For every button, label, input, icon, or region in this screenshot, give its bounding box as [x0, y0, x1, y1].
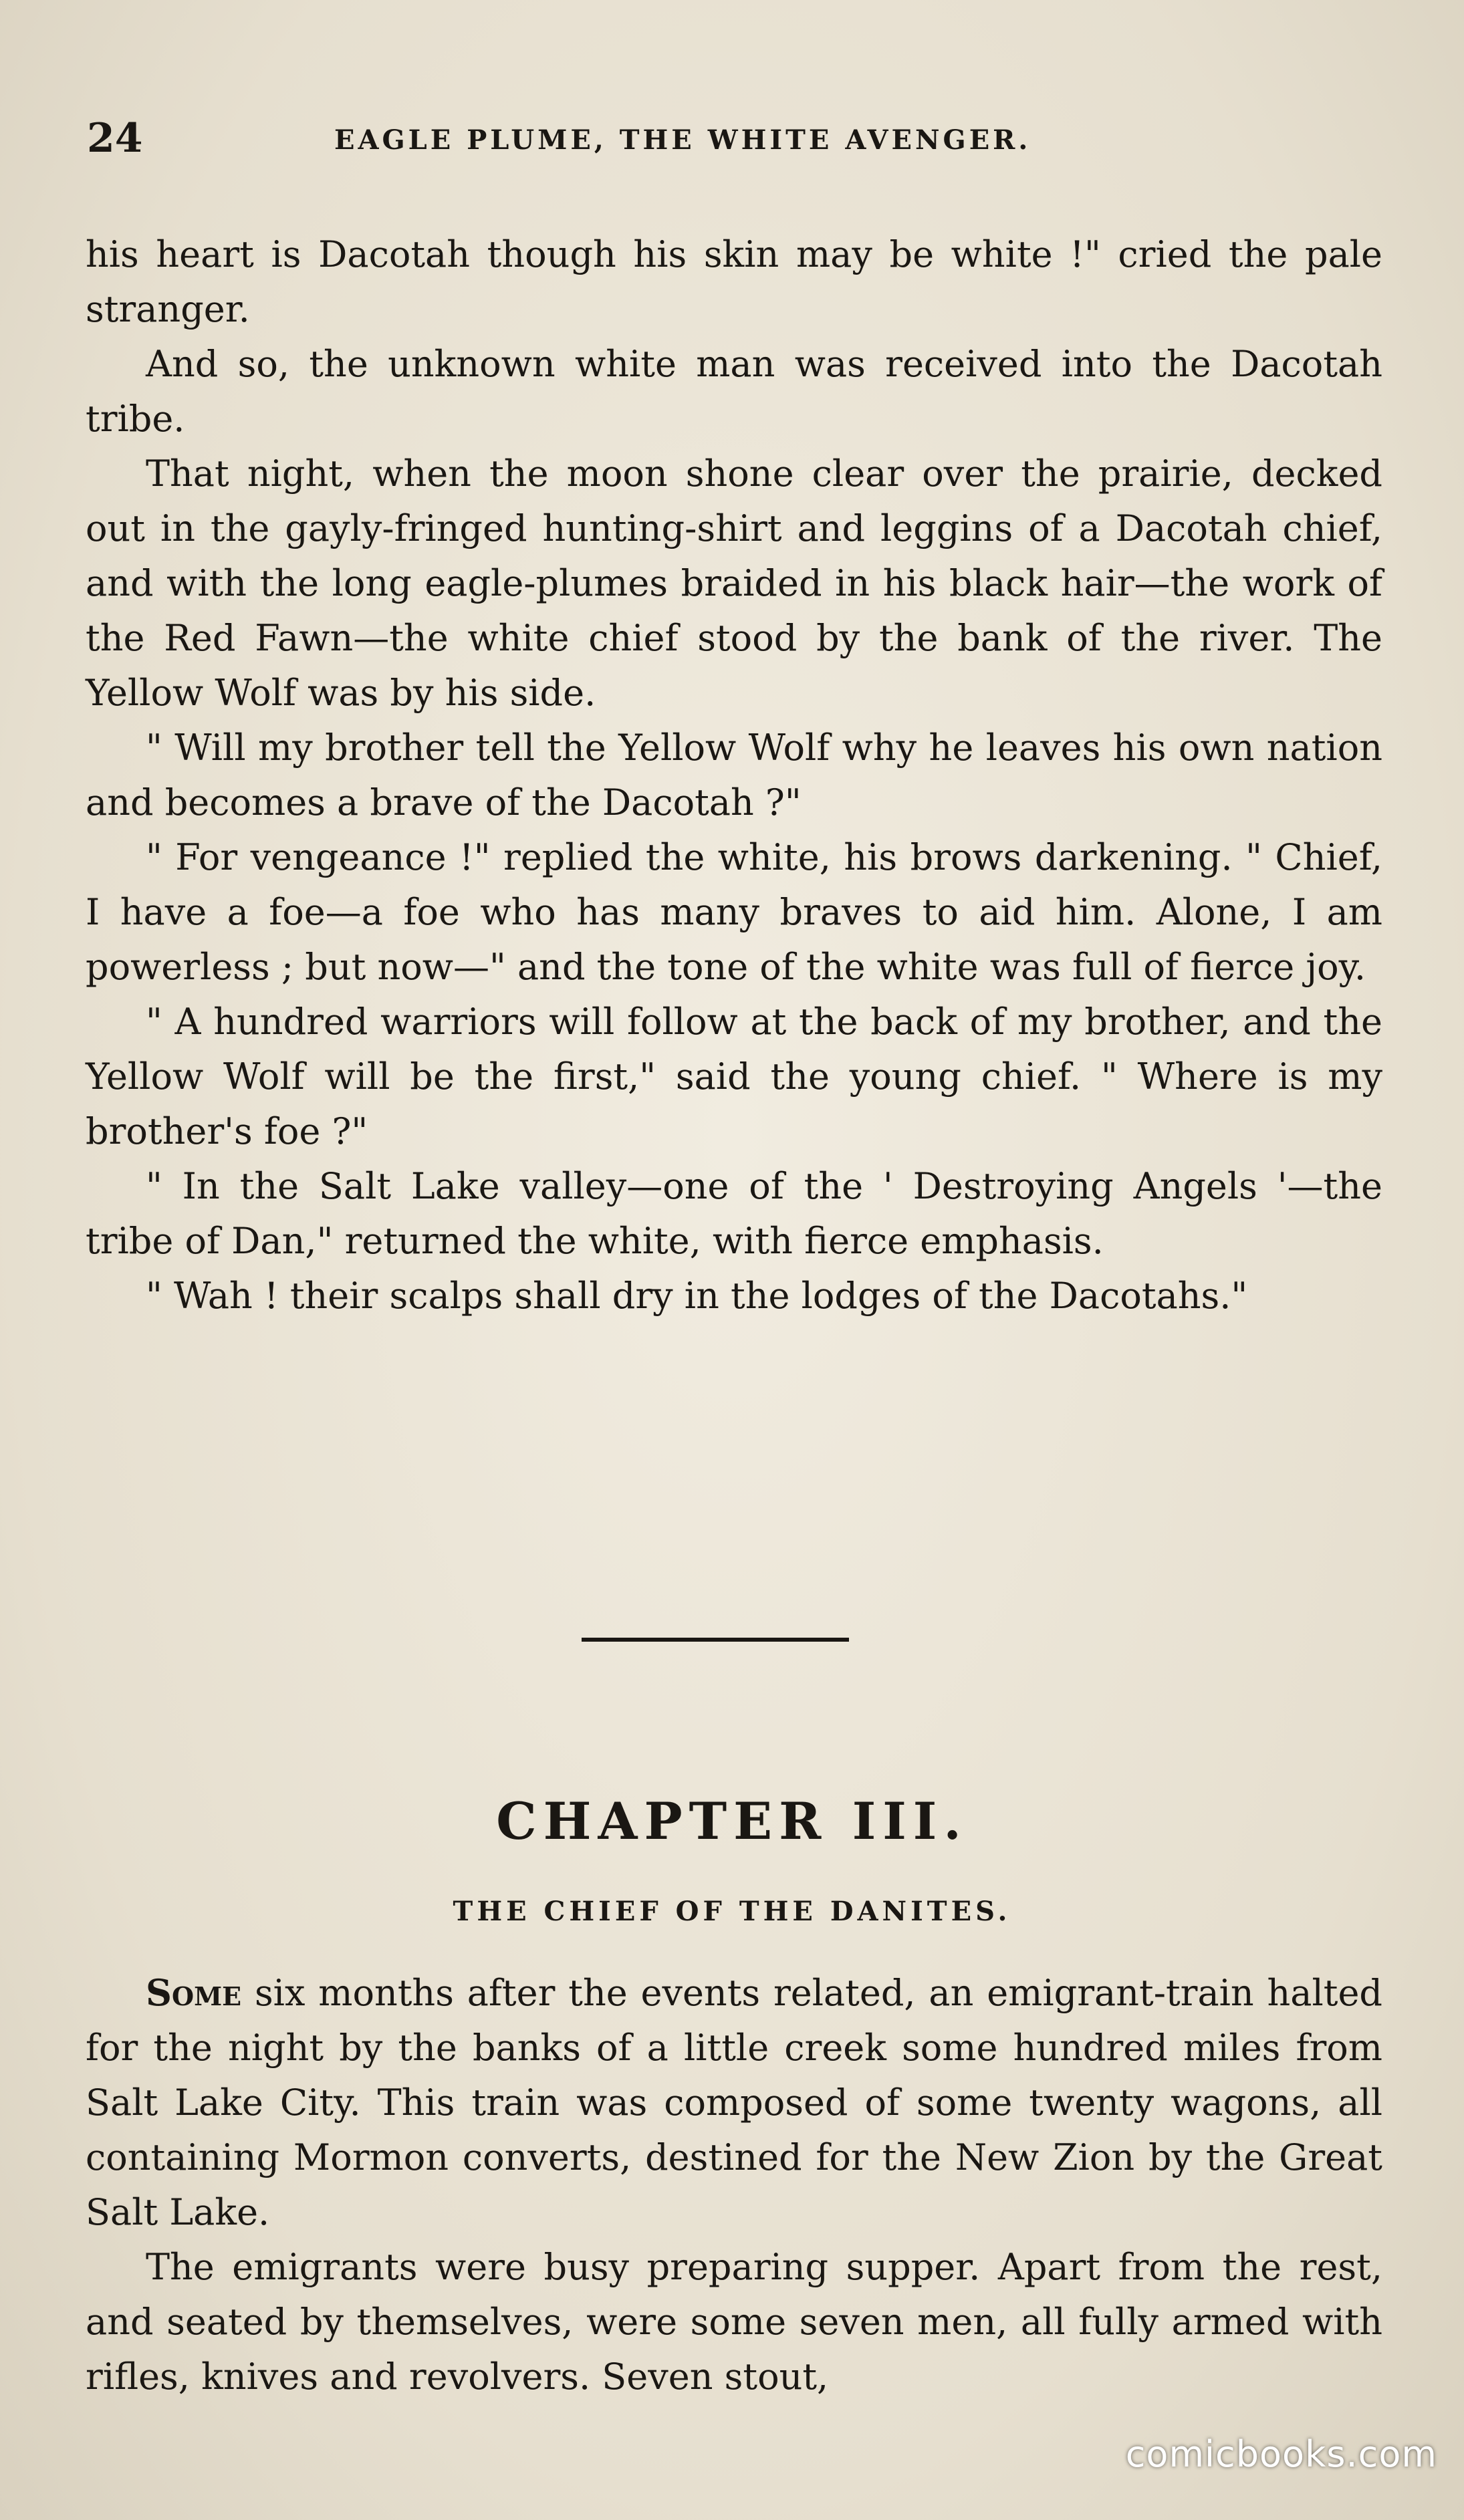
- page-number: 24: [87, 115, 143, 162]
- paragraph: his heart is Dacotah though his skin may be white !" cried the pale stranger.: [86, 233, 1382, 330]
- chapter-opening-text: six months after the events related, an emigrant-train halted for the night by the banks of a little creek some hundred miles from Salt Lake City. This train was composed of some twenty wagons, all containing Mormon converts, destined for the New Zion by the Great Salt Lake.: [86, 1972, 1382, 2233]
- watermark: comicbooks.com: [1125, 2433, 1437, 2475]
- page-header: [80, 115, 1384, 168]
- paragraph: " Will my brother tell the Yellow Wolf why he leaves his own nation and becomes a brave of the Dacotah ?": [86, 727, 1382, 824]
- chapter-title: CHAPTER III.: [496, 1791, 968, 1851]
- section-rule: [582, 1638, 849, 1642]
- paragraph: " Wah ! their scalps shall dry in the lodges of the Dacotahs.": [146, 1275, 1248, 1317]
- paragraph: And so, the unknown white man was received into the Dacotah tribe.: [86, 343, 1382, 440]
- body-text-chapter-three: [86, 1965, 1382, 2404]
- paragraph: That night, when the moon shone clear over the prairie, decked out in the gayly-fringed hunting-shirt and leggins of a Dacotah chief, and with the long eagle-plumes braided in his black hair—the work of the Red Fawn—the white chief stood by the bank of the river. The Yellow Wolf was by his side.: [86, 453, 1382, 714]
- paragraph: The emigrants were busy preparing supper. Apart from the rest, and seated by themselves, were some seven men, all fully armed with rifles, knives and revolvers. Seven stout,: [86, 2246, 1382, 2398]
- chapter-subtitle: THE CHIEF OF THE DANITES.: [453, 1896, 1011, 1927]
- running-head: EAGLE PLUME, THE WHITE AVENGER.: [334, 124, 1031, 156]
- paragraph: " In the Salt Lake valley—one of the ' Destroying Angels '—the tribe of Dan," returned the white, with fierce emphasis.: [86, 1165, 1382, 1262]
- chapter-opening-word: Some: [146, 1971, 242, 2014]
- paragraph: [86, 1965, 1382, 2240]
- paragraph: " For vengeance !" replied the white, his brows darkening. " Chief, I have a foe—a foe who has many braves to aid him. Alone, I am powerless ; but now—" and the tone of the white was full of fierce joy.: [86, 836, 1382, 988]
- paragraph: " A hundred warriors will follow at the back of my brother, and the Yellow Wolf will be the first," said the young chief. " Where is my brother's foe ?": [86, 1001, 1382, 1152]
- body-text-before-chapter: [86, 227, 1382, 1324]
